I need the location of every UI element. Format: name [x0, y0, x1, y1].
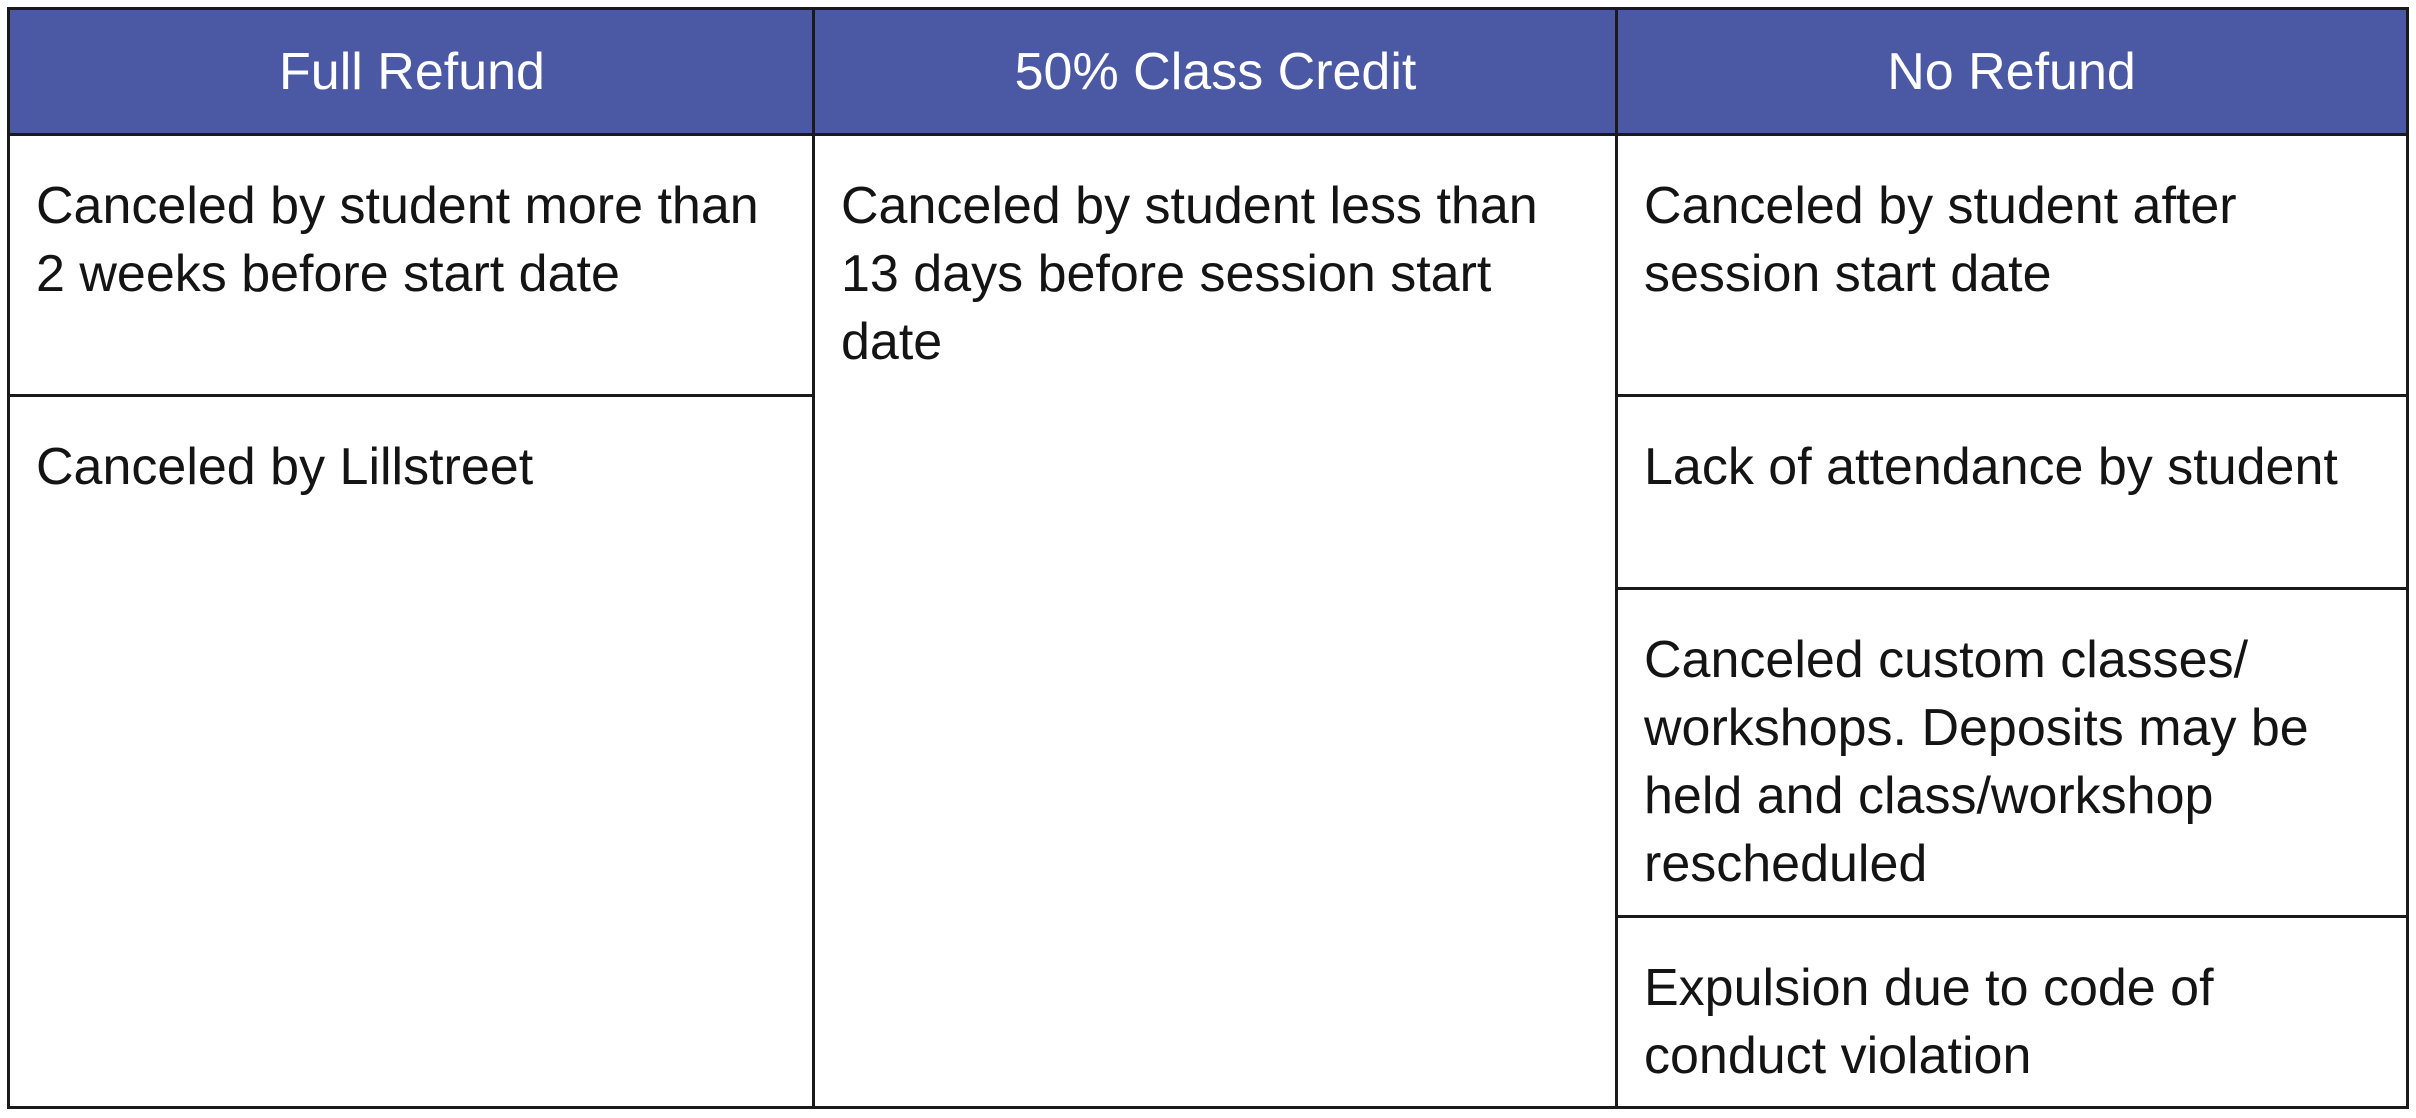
header-full-refund: Full Refund: [10, 10, 814, 133]
no-refund-cell: Canceled by student after session start date: [1644, 177, 2237, 303]
class-credit-cell: Canceled by student less than 13 days before session start date: [841, 177, 1538, 371]
refund-policy-table: [7, 7, 2409, 1109]
header-no-refund: No Refund: [1617, 10, 2406, 133]
no-refund-cell: Lack of attendance by student: [1644, 438, 2338, 496]
header-class-credit: 50% Class Credit: [814, 10, 1617, 133]
full-refund-cell: Canceled by student more than 2 weeks before start date: [36, 177, 759, 303]
full-refund-cell: Canceled by Lillstreet: [36, 438, 534, 496]
no-refund-cell: Canceled custom classes/ workshops. Deposits may be held and class/workshop rescheduled: [1644, 631, 2309, 893]
no-refund-cell: Expulsion due to code of conduct violation: [1644, 959, 2214, 1085]
